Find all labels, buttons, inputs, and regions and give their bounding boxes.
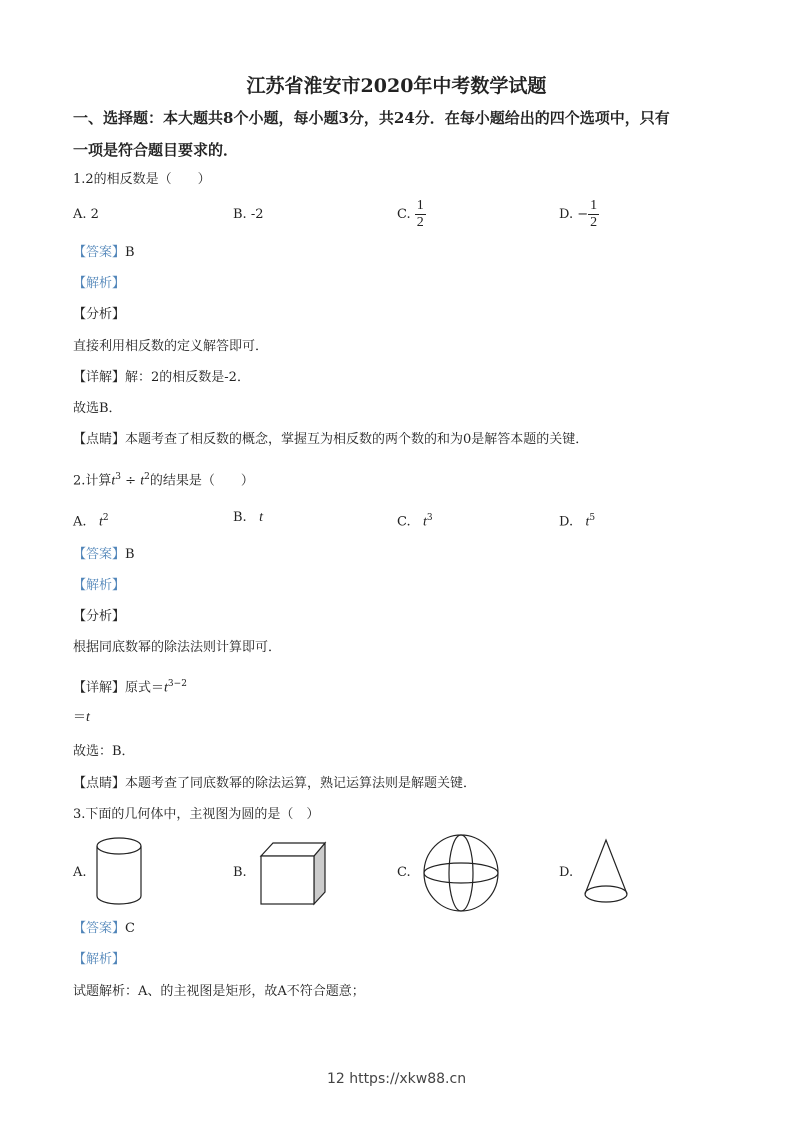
q1-analysis-label: 【解析】 xyxy=(73,276,126,291)
detail-label: 【详解】 xyxy=(73,680,126,696)
math-base: t xyxy=(585,514,590,530)
exponent: 3−2 xyxy=(167,679,187,689)
q3-option-d: D. xyxy=(559,865,574,880)
answer-value: B xyxy=(125,245,135,260)
section-heading-line2: 一项是符合题目要求的． xyxy=(73,141,239,159)
math-base: t xyxy=(86,710,90,725)
answer-value: B xyxy=(125,547,135,562)
q1-option-c-label: C. xyxy=(397,207,411,222)
dianjing-label: 【点睛】 xyxy=(73,776,126,791)
q2-option-a xyxy=(73,509,109,531)
exponent: 3 xyxy=(426,513,433,523)
page-footer: 12 https://xkw88.cn xyxy=(326,1071,467,1087)
q1-fenxi-text: 直接利用相反数的定义解答即可． xyxy=(73,339,269,354)
detail-text: 原式＝ xyxy=(125,680,165,696)
q3-option-a: A. xyxy=(73,865,87,880)
equals-sign: ＝ xyxy=(73,710,87,725)
answer-label: 【答案】 xyxy=(73,245,126,260)
q1-answer xyxy=(73,244,135,262)
math-base: t xyxy=(423,514,427,530)
q3-stem: 3.下面的几何体中，主视图为圆的是（ ） xyxy=(73,807,320,822)
exponent: 5 xyxy=(589,513,596,523)
exponent: 3 xyxy=(115,472,122,482)
q1-option-b: B. -2 xyxy=(233,207,264,222)
option-label: C. xyxy=(397,514,411,530)
q2-fenxi-label: 【分析】 xyxy=(73,609,126,624)
q1-choose: 故选B． xyxy=(73,401,122,416)
answer-label: 【答案】 xyxy=(73,921,126,936)
math-base: t xyxy=(259,510,263,525)
q1-dianjing xyxy=(73,431,588,449)
numerator: 1 xyxy=(590,198,598,213)
detail-text: 解：2的相反数是-2． xyxy=(125,370,250,385)
q1-stem: 1.2的相反数是（ ） xyxy=(73,172,211,187)
q2-choose: 故选：B． xyxy=(73,744,135,759)
denominator: 2 xyxy=(590,215,598,230)
q1-option-d xyxy=(559,198,599,231)
detail-label: 【详解】 xyxy=(73,370,126,385)
q2-analysis-label: 【解析】 xyxy=(73,578,126,593)
q1-option-d-label: D. xyxy=(559,207,574,222)
q2-option-b xyxy=(233,509,263,527)
q2-dianjing xyxy=(73,775,476,793)
stem-suffix: 的结果是（ ） xyxy=(149,473,254,489)
q2-option-c xyxy=(397,509,433,531)
q1-option-a: A. 2 xyxy=(73,207,99,222)
answer-label: 【答案】 xyxy=(73,547,126,562)
minus-sign: − xyxy=(577,207,589,222)
q3-analysis-label: 【解析】 xyxy=(73,952,126,967)
denominator: 2 xyxy=(416,215,424,230)
q1-fenxi-label: 【分析】 xyxy=(73,307,126,322)
q3-analysis-text: 试题解析：A、的主视图是矩形，故A不符合题意； xyxy=(73,984,365,999)
answer-value: C xyxy=(125,921,135,936)
q3-answer xyxy=(73,920,135,938)
numerator: 1 xyxy=(416,198,424,213)
exponent: 2 xyxy=(144,472,150,482)
q2-result xyxy=(73,709,90,727)
q1-detail xyxy=(73,369,250,387)
q2-answer xyxy=(73,546,135,564)
q2-stem xyxy=(73,468,254,490)
fraction xyxy=(415,198,426,231)
cone-figure xyxy=(582,837,632,907)
q1-option-c xyxy=(397,198,426,231)
dianjing-label: 【点睛】 xyxy=(73,432,126,447)
option-label: B. xyxy=(233,510,247,525)
q3-option-c: C. xyxy=(397,865,411,880)
option-label: A. xyxy=(73,514,87,530)
math-base: t xyxy=(164,680,168,696)
q2-fenxi-text: 根据同底数幂的除法法则计算即可． xyxy=(73,640,282,655)
sphere-figure xyxy=(421,833,501,913)
exponent: 2 xyxy=(102,513,109,523)
dianjing-text: 本题考查了同底数幂的除法运算，熟记运算法则是解题关键． xyxy=(125,776,477,791)
q2-option-d xyxy=(559,509,595,531)
q3-option-b: B. xyxy=(233,865,247,880)
math-base: t xyxy=(98,514,103,530)
math-base: t xyxy=(111,473,116,489)
page-title: 江苏省淮安市2020年中考数学试题 xyxy=(246,75,547,97)
dianjing-text: 本题考查了相反数的概念，掌握互为相反数的两个数的和为0是解答本题的关键． xyxy=(125,432,589,447)
q2-detail xyxy=(73,675,187,697)
divide-sign: ÷ xyxy=(125,473,137,489)
stem-prefix: 2.计算 xyxy=(73,473,112,489)
option-label: D. xyxy=(559,514,574,530)
cylinder-figure xyxy=(95,836,145,906)
cube-figure xyxy=(258,840,330,906)
math-base: t xyxy=(140,473,145,489)
fraction xyxy=(588,198,599,231)
section-heading-line1: 一、选择题：本大题共8个小题，每小题3分，共24分．在每小题给出的四个选项中，只有 xyxy=(73,109,670,127)
